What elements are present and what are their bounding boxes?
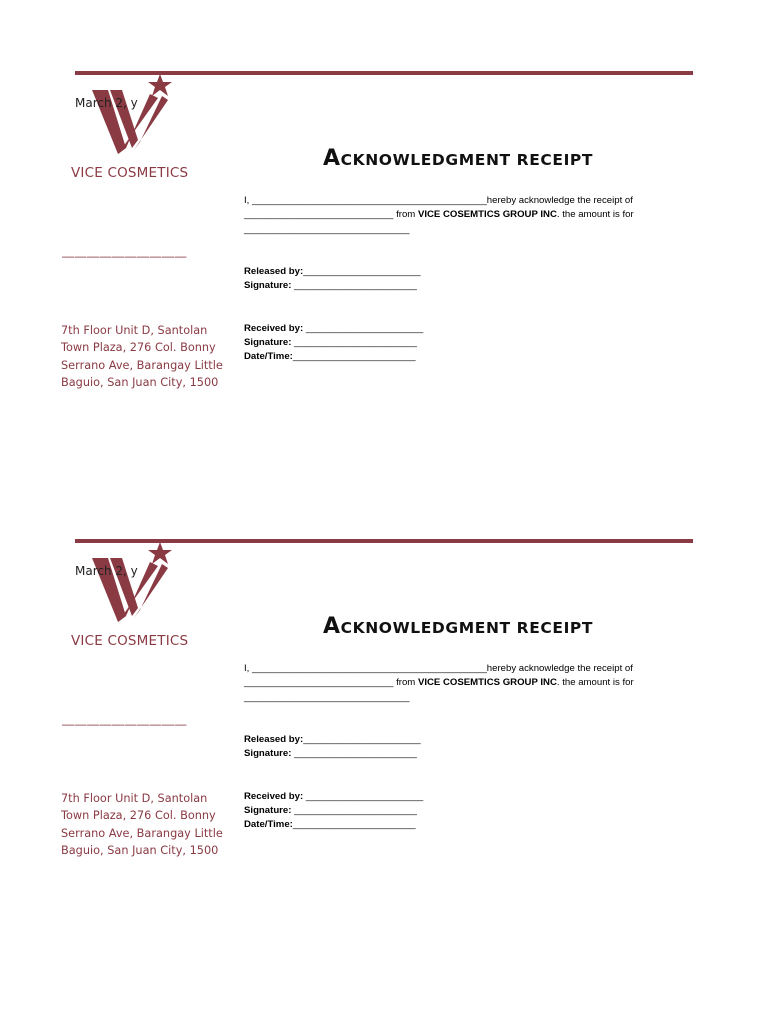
statement-text: hereby acknowledge the receipt of bbox=[486, 663, 633, 674]
address-line: 7th Floor Unit D, Santolan bbox=[61, 792, 208, 805]
signature-label: Signature: bbox=[244, 337, 292, 348]
signature-blank[interactable]: _______________________ bbox=[294, 748, 417, 759]
received-by-label: Received by: bbox=[244, 323, 304, 334]
address-line: Baguio, San Juan City, 1500 bbox=[61, 376, 219, 390]
purpose-blank[interactable]: _______________________________ bbox=[244, 691, 410, 703]
received-by-label: Received by: bbox=[244, 791, 304, 802]
statement-text: . the amount is for bbox=[556, 209, 634, 221]
amount-blank[interactable]: ____________________________ bbox=[244, 209, 394, 221]
signature-field bbox=[244, 748, 417, 759]
dash-separator: —————————— bbox=[62, 717, 187, 731]
receipt-title bbox=[323, 614, 593, 639]
received-by-blank[interactable]: ______________________ bbox=[305, 323, 424, 334]
address-line: Baguio, San Juan City, 1500 bbox=[61, 844, 219, 858]
signature-blank[interactable]: _______________________ bbox=[294, 805, 417, 816]
signature-label: Signature: bbox=[244, 280, 292, 291]
datetime-label: Date/Time: bbox=[244, 819, 293, 830]
signature-field bbox=[244, 280, 417, 291]
received-by-field bbox=[244, 323, 423, 334]
released-by-blank[interactable]: ______________________ bbox=[303, 266, 421, 277]
datetime-field bbox=[244, 351, 416, 362]
name-blank[interactable]: ____________________________________________ bbox=[252, 663, 487, 674]
datetime-blank[interactable]: _______________________ bbox=[292, 351, 416, 362]
purpose-blank[interactable]: _______________________________ bbox=[244, 223, 410, 235]
title-initial: A bbox=[323, 146, 341, 171]
brand-name: VICE COSMETICS bbox=[71, 165, 189, 181]
brand-name: VICE COSMETICS bbox=[71, 633, 189, 649]
released-by-blank[interactable]: ______________________ bbox=[303, 734, 421, 745]
address-line: Town Plaza, 276 Col. Bonny bbox=[61, 809, 216, 823]
received-by-blank[interactable]: ______________________ bbox=[305, 791, 424, 802]
vice-v-star-logo-icon bbox=[88, 72, 178, 158]
company-name: VICE COSEMTICS GROUP INC bbox=[417, 677, 557, 689]
signature-blank[interactable]: _______________________ bbox=[294, 280, 417, 291]
released-by-label: Released by: bbox=[244, 266, 304, 277]
receipt-2 bbox=[0, 468, 768, 936]
statement-prefix: I, bbox=[244, 663, 250, 674]
signature-field bbox=[244, 805, 417, 816]
statement-from: from bbox=[396, 209, 416, 221]
dash-separator: —————————— bbox=[62, 249, 187, 263]
name-blank[interactable]: ____________________________________________ bbox=[252, 195, 487, 206]
amount-blank[interactable]: ____________________________ bbox=[244, 677, 394, 689]
receipt-date: March 2, y bbox=[75, 564, 138, 578]
acknowledgment-statement bbox=[244, 194, 664, 237]
company-name: VICE COSEMTICS GROUP INC bbox=[417, 209, 557, 221]
title-rest: CKNOWLEDGMENT RECEIPT bbox=[340, 619, 594, 637]
datetime-field bbox=[244, 819, 416, 830]
released-by-label: Released by: bbox=[244, 734, 304, 745]
received-by-field bbox=[244, 791, 423, 802]
receipt-1 bbox=[0, 0, 768, 468]
company-address bbox=[61, 790, 231, 860]
address-line: 7th Floor Unit D, Santolan bbox=[61, 324, 208, 337]
statement-text: hereby acknowledge the receipt of bbox=[486, 195, 633, 206]
released-by-field bbox=[244, 734, 421, 745]
signature-blank[interactable]: _______________________ bbox=[294, 337, 417, 348]
datetime-blank[interactable]: _______________________ bbox=[292, 819, 416, 830]
address-line: Serrano Ave, Barangay Little bbox=[61, 826, 223, 840]
datetime-label: Date/Time: bbox=[244, 351, 293, 362]
statement-text: . the amount is for bbox=[556, 677, 634, 689]
signature-field bbox=[244, 337, 417, 348]
released-by-field bbox=[244, 266, 421, 277]
title-initial: A bbox=[323, 614, 341, 639]
statement-from: from bbox=[396, 677, 416, 689]
acknowledgment-statement bbox=[244, 662, 664, 705]
receipt-date: March 2, y bbox=[75, 96, 138, 110]
address-line: Town Plaza, 276 Col. Bonny bbox=[61, 341, 216, 355]
title-rest: CKNOWLEDGMENT RECEIPT bbox=[340, 151, 594, 169]
statement-prefix: I, bbox=[244, 195, 250, 206]
signature-label: Signature: bbox=[244, 748, 292, 759]
company-address bbox=[61, 322, 231, 392]
receipt-title bbox=[323, 146, 593, 171]
signature-label: Signature: bbox=[244, 805, 292, 816]
vice-v-star-logo-icon bbox=[88, 540, 178, 626]
address-line: Serrano Ave, Barangay Little bbox=[61, 358, 223, 372]
